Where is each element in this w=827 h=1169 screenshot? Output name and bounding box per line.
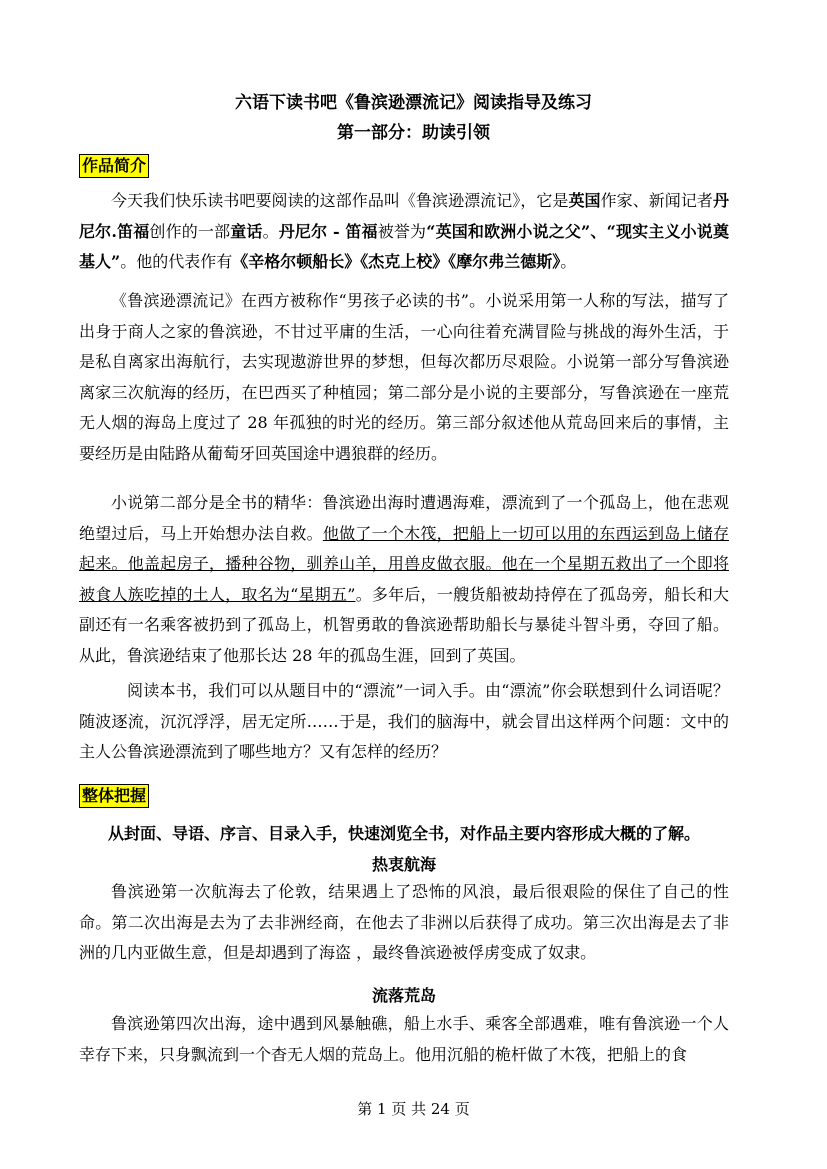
subsection-paragraph-1: 鲁滨逊第一次航海去了伦敦，结果遇上了恐怖的风浪，最后很艰险的保住了自己的性命。第二次出海是去为了去非洲经商，在他去了非洲以后获得了成功。第三次出海是去了非洲的几内亚做生意，但是却遇到了海盗 ，最终鲁滨逊被俘虏变成了奴隶。 (79, 882, 729, 963)
page-footer: 第 1 页 共 24 页 (357, 1100, 470, 1118)
subsection-paragraph-2: 鲁滨逊第四次出海，途中遇到风暴触礁，船上水手、乘客全部遇难，唯有鲁滨逊一个人幸存下来，只身飘流到一个杳无人烟的荒岛上。他用沉船的桅杆做了木筏，把船上的食 (79, 1014, 729, 1064)
section-heading-intro: 作品简介 (79, 154, 149, 178)
subsection-title-2: 流落荒岛 (371, 986, 436, 1005)
intro-paragraph-3: 小说第二部分是全书的精华：鲁滨逊出海时遭遇海难，漂流到了一个孤岛上，他在悲观绝望过后，马上开始想办法自救。他做了一个木筏，把船上一切可以用的东西运到岛上储存起来。他盖起房子，播种谷物，驯养山羊，用兽皮做衣服。他在一个星期五救出了一个即将被食人族吃掉的土人，取名为“星期五”。多年后，一艘货船被劫持停在了孤岛旁，船长和大副还有一名乘客被扔到了孤岛上，机智勇敢的鲁滨逊帮助船长与暴徒斗智斗勇，夺回了船。从此，鲁滨逊结束了他那长达 28 年的孤岛生涯，回到了英国。 (79, 493, 729, 665)
overview-instruction: 从封面、导语、序言、目录入手，快速浏览全书，对作品主要内容形成大概的了解。 (107, 824, 700, 843)
intro-paragraph-1: 今天我们快乐读书吧要阅读的这部作品叫《鲁滨逊漂流记》，它是英国作家、新闻记者丹尼尔.笛福创作的一部童话。丹尼尔 - 笛福被誉为“英国和欧洲小说之父”、“现实主义小说奠基人”。他的代表作有《辛格尔顿船长》《杰克上校》《摩尔弗兰德斯》。 (79, 191, 729, 272)
document-title: 六语下读书吧《鲁滨逊漂流记》阅读指导及练习 (235, 93, 592, 113)
subsection-title-1: 热衷航海 (371, 855, 436, 874)
part-title: 第一部分：助读引领 (337, 123, 490, 143)
underlined-passage: 他做了一个木筏，把船上一切可以用的东西运到岛上储存起来。他盖起房子，播种谷物，驯养山羊，用兽皮做衣服。他在一个星期五救出了一个即将被食人族吃掉的土人，取名为“星期五” (79, 523, 729, 604)
intro-paragraph-2: 《鲁滨逊漂流记》在西方被称作“男孩子必读的书”。小说采用第一人称的写法，描写了出身于商人之家的鲁滨逊，不甘过平庸的生活，一心向往着充满冒险与挑战的海外生活，于是私自离家出海航行，去实现遨游世界的梦想，但每次都历尽艰险。小说第一部分写鲁滨逊离家三次航海的经历，在巴西买了种植园；第二部分是小说的主要部分，写鲁滨逊在一座荒无人烟的海岛上度过了 28 年孤独的时光的经历。第三部分叙述他从荒岛回来后的事情，主要经历是由陆路从葡萄牙回英国途中遇狼群的经历。 (79, 291, 729, 463)
intro-paragraph-4: 阅读本书，我们可以从题目中的“漂流”一词入手。由“漂流”你会联想到什么词语呢？随波逐流，沉沉浮浮，居无定所……于是，我们的脑海中，就会冒出这样两个问题：文中的主人公鲁滨逊漂流到了哪些地方？又有怎样的经历？ (79, 681, 729, 762)
section-heading-overview: 整体把握 (79, 784, 149, 808)
